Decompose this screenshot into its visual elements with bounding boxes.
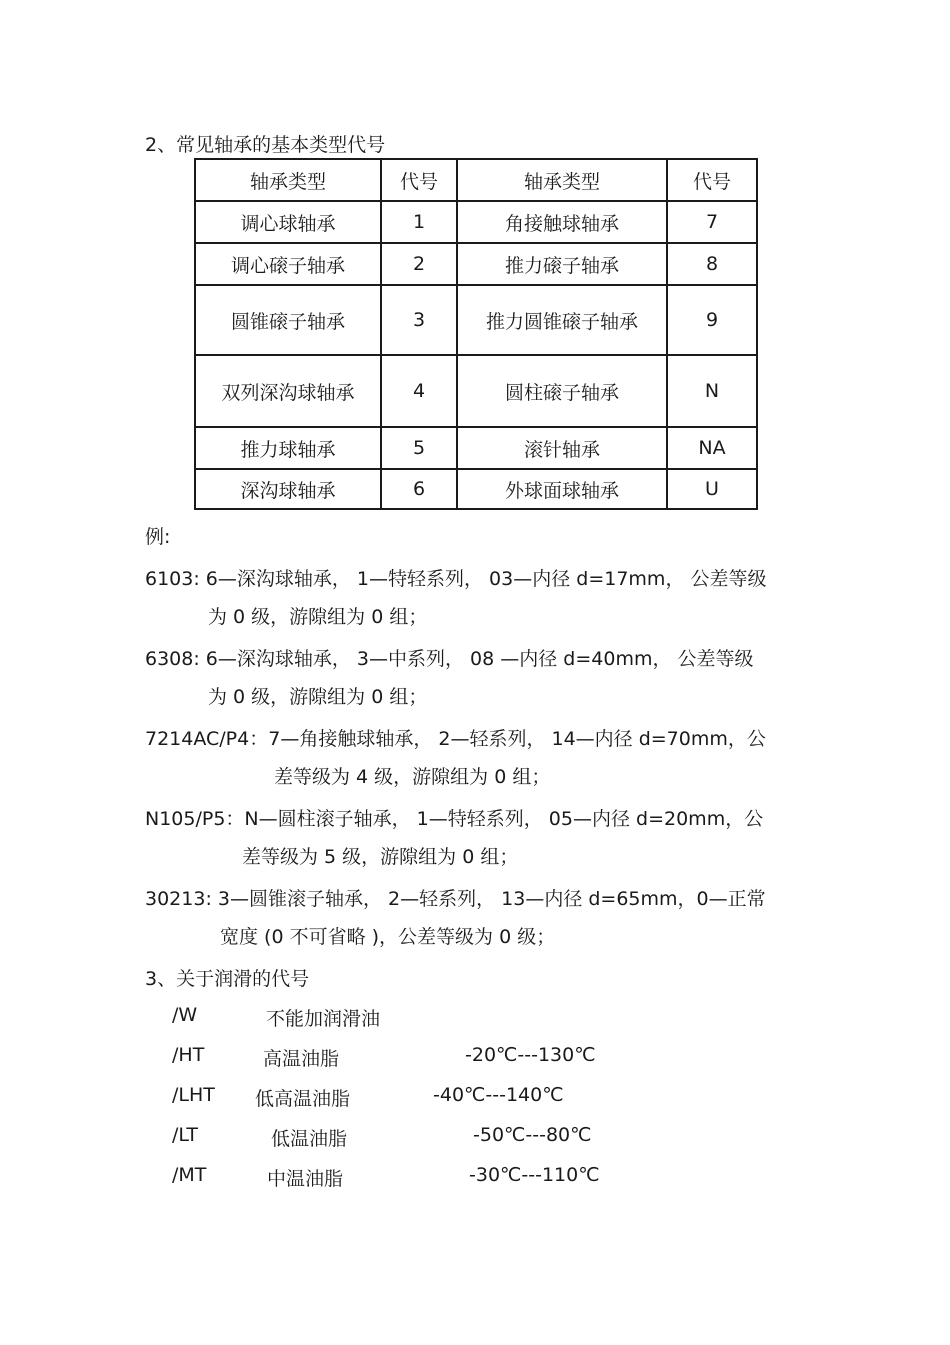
- table-cell: 5: [381, 427, 457, 469]
- table-cell: 滚针轴承: [457, 427, 667, 469]
- table-cell: NA: [667, 427, 757, 469]
- lubrication-code: /LHT: [172, 1084, 215, 1106]
- table-cell: 推力圆锥磙子轴承: [457, 285, 667, 355]
- lubrication-code: /W: [172, 1004, 198, 1026]
- table-cell: 8: [667, 243, 757, 285]
- table-row: [195, 201, 757, 243]
- table-cell: 推力球轴承: [195, 427, 381, 469]
- example-line: N105/P5：N—圆柱滚子轴承， 1—特轻系列， 05—内径 d=20mm，公: [145, 808, 764, 830]
- example-line-continuation: 为 0 级，游隙组为 0 组；: [208, 686, 428, 708]
- table-cell: 1: [381, 201, 457, 243]
- table-header-row: [195, 159, 757, 201]
- lubrication-temperature-range: -40℃---140℃: [433, 1084, 564, 1106]
- table-cell: 2: [381, 243, 457, 285]
- example-line-continuation: 宽度 (0 不可省略 )，公差等级为 0 级；: [220, 926, 556, 948]
- table-header-cell: 代号: [667, 159, 757, 201]
- table-row: [195, 427, 757, 469]
- lubrication-code: /HT: [172, 1044, 205, 1066]
- lubrication-temperature-range: -20℃---130℃: [465, 1044, 596, 1066]
- lubrication-code: /MT: [172, 1164, 207, 1186]
- table-cell: 6: [381, 469, 457, 509]
- example-line-continuation: 为 0 级，游隙组为 0 组；: [208, 606, 428, 628]
- example-label: 例:: [145, 526, 171, 548]
- lubrication-name: 中温油脂: [267, 1168, 344, 1190]
- section-2-title: 2、常见轴承的基本类型代号: [145, 134, 386, 156]
- table-cell: 角接触球轴承: [457, 201, 667, 243]
- lubrication-temperature-range: -30℃---110℃: [469, 1164, 600, 1186]
- table-row: [195, 285, 757, 355]
- table-cell: 调心球轴承: [195, 201, 381, 243]
- table-row: [195, 355, 757, 427]
- table-cell: 3: [381, 285, 457, 355]
- bearing-type-code-table: [194, 158, 758, 510]
- lubrication-name: 不能加润滑油: [266, 1008, 381, 1030]
- table-cell: 9: [667, 285, 757, 355]
- section-3-title: 3、关于润滑的代号: [145, 968, 310, 990]
- table-cell: N: [667, 355, 757, 427]
- table-cell: 深沟球轴承: [195, 469, 381, 509]
- table-cell: 圆锥磙子轴承: [195, 285, 381, 355]
- lubrication-name: 高温油脂: [263, 1048, 340, 1070]
- example-line: 30213: 3—圆锥滚子轴承， 2—轻系列， 13—内径 d=65mm，0—正常: [145, 888, 766, 910]
- lubrication-temperature-range: -50℃---80℃: [473, 1124, 592, 1146]
- lubrication-name: 低温油脂: [271, 1128, 348, 1150]
- table-cell: 4: [381, 355, 457, 427]
- table-cell: U: [667, 469, 757, 509]
- table-cell: 推力磙子轴承: [457, 243, 667, 285]
- example-line: 7214AC/P4：7—角接触球轴承， 2—轻系列， 14—内径 d=70mm，公: [145, 728, 766, 750]
- table-cell: 7: [667, 201, 757, 243]
- table-cell: 调心磙子轴承: [195, 243, 381, 285]
- table-header-cell: 代号: [381, 159, 457, 201]
- table-header-cell: 轴承类型: [457, 159, 667, 201]
- example-line: 6308: 6—深沟球轴承， 3—中系列， 08 —内径 d=40mm， 公差等级: [145, 648, 754, 670]
- table-header-cell: 轴承类型: [195, 159, 381, 201]
- example-line-continuation: 差等级为 5 级，游隙组为 0 组；: [242, 846, 519, 868]
- example-line-continuation: 差等级为 4 级，游隙组为 0 组；: [274, 766, 551, 788]
- example-line: 6103: 6—深沟球轴承， 1—特轻系列， 03—内径 d=17mm， 公差等级: [145, 568, 767, 590]
- table-cell: 圆柱磙子轴承: [457, 355, 667, 427]
- table-cell: 外球面球轴承: [457, 469, 667, 509]
- lubrication-name: 低高温油脂: [255, 1088, 351, 1110]
- table-row: [195, 469, 757, 509]
- table-cell: 双列深沟球轴承: [195, 355, 381, 427]
- lubrication-code: /LT: [172, 1124, 198, 1146]
- table-row: [195, 243, 757, 285]
